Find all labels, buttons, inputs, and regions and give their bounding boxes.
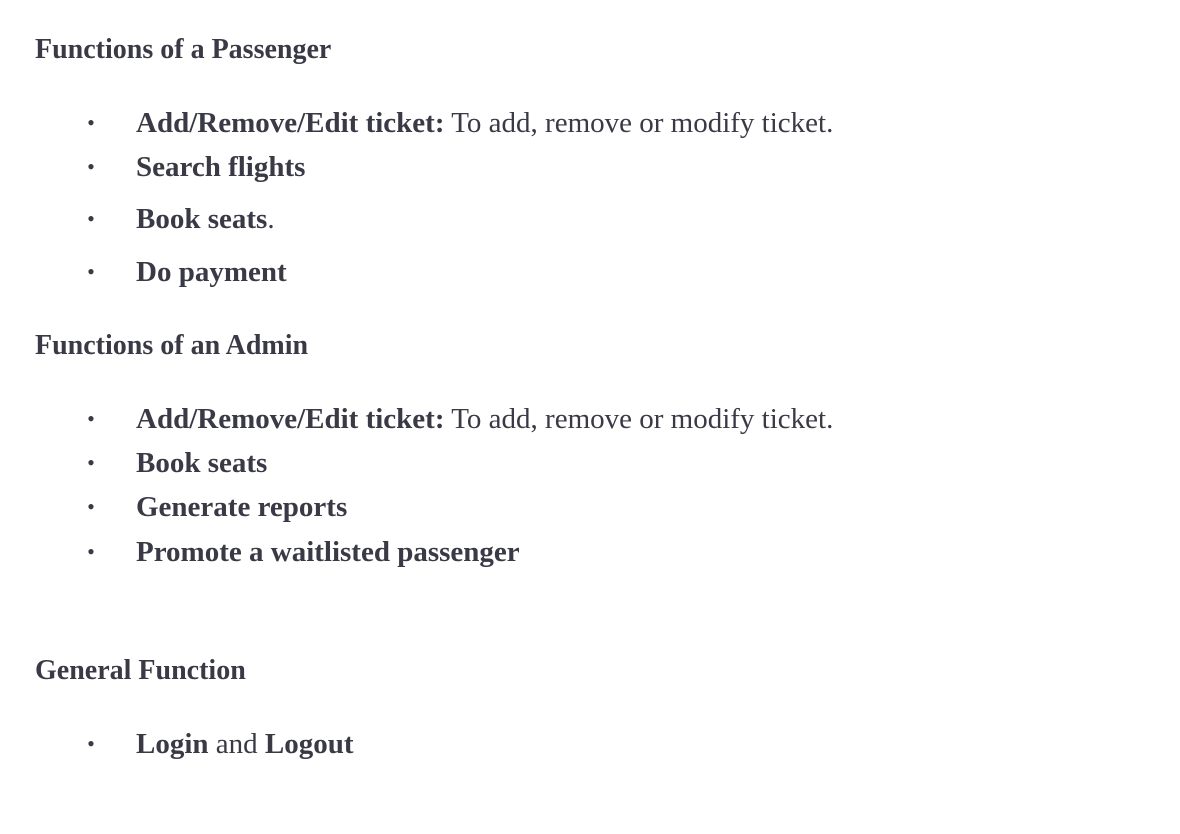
item-bold-label: Book seats xyxy=(136,447,268,479)
item-bold-label: Login xyxy=(136,728,209,760)
bullet-icon: • xyxy=(87,206,95,231)
item-bold-label: Search flights xyxy=(136,151,306,183)
item-description: . xyxy=(267,203,275,235)
list-item-text xyxy=(136,255,287,289)
item-bold-label: Add/Remove/Edit ticket: xyxy=(136,403,445,435)
item-bold-label: Add/Remove/Edit ticket: xyxy=(136,107,445,139)
bullet-icon: • xyxy=(87,154,95,179)
list-item-text xyxy=(136,490,347,524)
item-bold-label-2: Logout xyxy=(264,728,354,760)
item-connector: and xyxy=(208,728,265,760)
list-item-text xyxy=(136,150,305,184)
list-item-text xyxy=(136,202,275,236)
list-item-text xyxy=(136,535,520,569)
bullet-icon: • xyxy=(87,110,95,135)
bullet-icon: • xyxy=(87,450,95,475)
item-description: To add, remove or modify ticket. xyxy=(444,107,834,139)
list-item-text xyxy=(136,106,833,140)
item-bold-label: Promote a waitlisted passenger xyxy=(136,536,520,568)
bullet-icon: • xyxy=(87,494,95,519)
list-item-text xyxy=(136,727,354,761)
list-item-text xyxy=(136,402,833,436)
section-heading-passenger: Functions of a Passenger xyxy=(35,34,332,65)
list-item-text xyxy=(136,446,267,480)
item-bold-label: Do payment xyxy=(136,256,287,288)
bullet-icon: • xyxy=(87,259,95,284)
item-bold-label: Generate reports xyxy=(136,491,348,523)
section-heading-admin: Functions of an Admin xyxy=(35,330,309,361)
item-description: To add, remove or modify ticket. xyxy=(444,403,834,435)
bullet-icon: • xyxy=(87,406,95,431)
bullet-icon: • xyxy=(87,539,95,564)
section-heading-general: General Function xyxy=(35,655,246,686)
item-bold-label: Book seats xyxy=(136,203,268,235)
bullet-icon: • xyxy=(87,731,95,756)
